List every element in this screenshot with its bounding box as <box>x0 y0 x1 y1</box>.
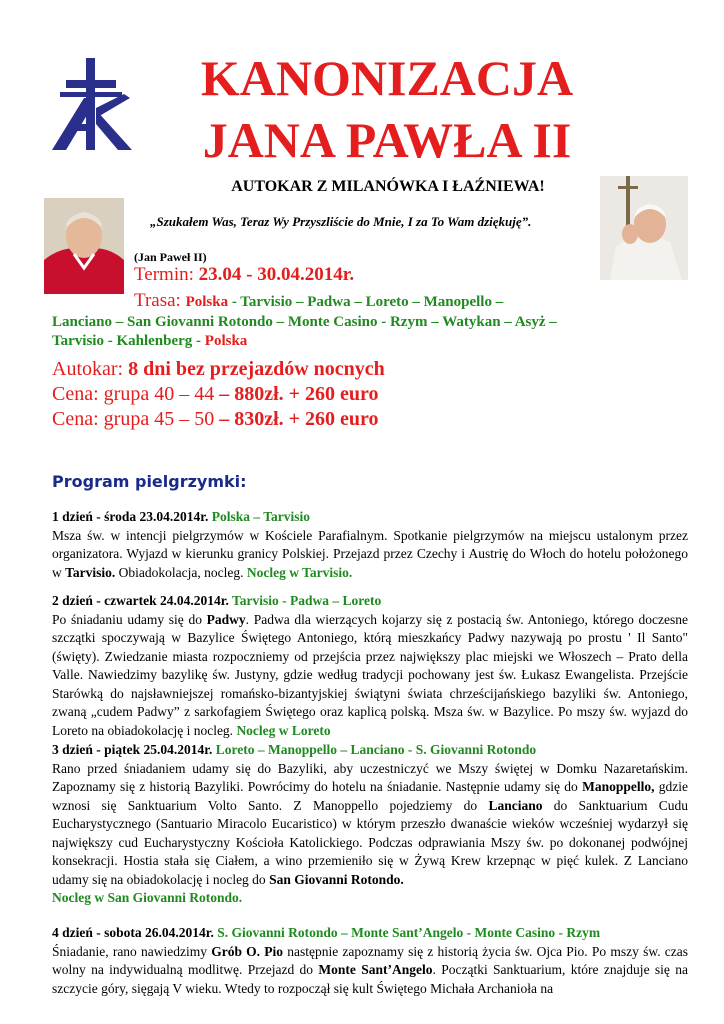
route-stops-1: - Tarvisio – Padwa – Loreto – Manopello – <box>228 294 504 310</box>
termin-label: Termin: <box>134 264 199 285</box>
route-start: Polska <box>185 294 229 310</box>
day-text: następnie zapoznamy się z historią życia św. Ojca Pio. Po mszy św. czas wolny na indywidualną modlitwę. Przejazd do <box>52 943 689 977</box>
day-heading: 1 dzień - środa 23.04.2014r. <box>52 509 212 524</box>
day-night: Nocleg w San Giovanni Rotondo. <box>52 890 243 905</box>
day-text: Msza św. w intencji pielgrzymów w Kościele Parafialnym. Spotkanie pielgrzymów na miejscu ustalonym przez organizatora. Wyjazd w kierunku granicy Polskiej. Przejazd przez Czechy i Austrię do Włoch do hotelu położonego w <box>52 527 688 580</box>
day-route: Tarvisio - Padwa – Loreto <box>231 593 382 608</box>
route-line-2: Lanciano – San Giovanni Rotondo – Monte Casino - Rzym – Watykan – Asyż – <box>52 314 557 330</box>
day-night: Nocleg w Loreto <box>236 722 331 738</box>
trip-dates <box>134 264 354 286</box>
day-heading: 2 dzień - czwartek 24.04.2014r. <box>52 593 232 608</box>
day-section <box>52 924 688 998</box>
route-stops-3: Tarvisio - Kahlenberg - <box>52 333 205 349</box>
day-text-bold: Lanciano <box>488 797 543 813</box>
day-text: gdzie wznosi się Sanktuarium Volto Santo. Z Manoppello pojedziemy do <box>52 779 688 813</box>
page-title-line2: JANA PAWŁA II <box>202 112 572 168</box>
trasa-label: Trasa: <box>134 290 186 311</box>
day-heading: 4 dzień - sobota 26.04.2014r. <box>52 925 218 940</box>
price-value: – 830zł. + 260 euro <box>219 408 379 430</box>
pope-portrait-photo <box>44 198 124 294</box>
pope-quote: „Szukałem Was, Teraz Wy Przyszliście do Mnie, I za To Wam dziękuję”. <box>150 214 532 229</box>
day-text-bold: Monte Sant’Angelo <box>318 962 433 977</box>
price-group: grupa 40 – 44 <box>103 383 220 405</box>
autokar-label: Autokar: <box>52 358 129 380</box>
route-line-1 <box>134 290 503 312</box>
pope-with-crosier-photo <box>600 176 688 280</box>
day-text: do Sanktuarium Cudu Eucharystycznego (Santuario Miracolo Eucaristico) w którym przeszło dwanaście wieków wcześniej wydarzył się największy cud Eucharystyczny Kościoła Katolickiego. Podczas odprawiania Mszy św. po dokonanej podwójnej konsekracji. Hostia stała się Ciałem, a wino przemieniło się w Żywą Krew krzepnąc w pięć kulek. Z Lanciano udamy się na obiadokolację i nocleg do <box>52 797 688 887</box>
day-section <box>52 508 688 582</box>
termin-value: 23.04 - 30.04.2014r. <box>198 264 355 285</box>
quote-author: (Jan Paweł II) <box>134 250 207 264</box>
day-text-bold: Grób O. Pio <box>211 943 284 959</box>
day-night: Nocleg w Tarvisio. <box>246 564 353 580</box>
day-text-bold: Manoppello, <box>582 779 655 794</box>
route-end: Polska <box>204 333 248 349</box>
price-row <box>52 383 379 406</box>
day-route: Loreto – Manoppello – Lanciano - S. Giovanni Rotondo <box>215 742 537 757</box>
price-label: Cena: <box>52 383 104 405</box>
price-value: – 880zł. + 260 euro <box>219 383 379 405</box>
day-text: . Początki Sanktuarium, które znajduje się na szczycie góry, sięgają V wieku. Wtedy to rozpoczął się kult Świętego Michała Archanioła na <box>52 962 688 996</box>
program-heading: Program pielgrzymki: <box>52 472 247 491</box>
bus-info <box>52 358 385 381</box>
day-text: . Padwa dla wierzących kojarzy się z postacią św. Antoniego, którego doczesne szczątki spoczywają w Bazylice Świętego Antoniego, którą mieszkańcy Padwy nazywają po prostu ' Il Santo" (święty). Zwiedzanie miasta rozpoczniemy od przejścia przez największy plac miejski we Włoszech – Prato della Valle. Nawiedzimy bazylikę św. Justyny, gdzie według tradycji pochowany jest św. Łukasz Ewangelista. Przejście Starówką do najsławniejszej romańsko-bizantyjskiej świątyni świata chrześcijańskiego bazyliki św. Antoniego, zwaną „cudem Padwy” z sarkofagiem Świętego oraz kaplicą polską. Msza św. w Bazylice. Po mszy św. wyjazd do Loreto na obiadokolację i nocleg. <box>52 611 688 738</box>
subtitle: AUTOKAR Z MILANÓWKA I ŁAŹNIEWA! <box>231 178 545 195</box>
day-text: Śniadanie, rano nawiedzimy <box>52 943 212 959</box>
route-line-3 <box>52 333 247 350</box>
day-route: Polska – Tarvisio <box>211 509 311 524</box>
page-title-line1: KANONIZACJA <box>200 50 574 106</box>
day-route: S. Giovanni Rotondo – Monte Sant’Angelo - Monte Casino - Rzym <box>217 925 601 940</box>
day-text-bold: Tarvisio. <box>65 564 116 580</box>
autokar-value: 8 dni bez przejazdów nocnych <box>128 358 385 380</box>
day-text-bold: Padwy <box>206 611 246 627</box>
day-text-bold: San Giovanni Rotondo. <box>269 871 404 887</box>
day-section <box>52 592 688 740</box>
price-label: Cena: <box>52 408 104 430</box>
price-row <box>52 408 379 431</box>
day-section <box>52 741 688 908</box>
day-text: Rano przed śniadaniem udamy się do Bazyliki, aby uczestniczyć we Mszy świętej w Domku Nazaretańskim. Zapoznamy się z historią Bazyliki. Powrócimy do hotelu na śniadanie. Następnie udamy się do <box>52 760 688 794</box>
day-text: Po śniadaniu udamy się do <box>52 611 207 627</box>
day-heading: 3 dzień - piątek 25.04.2014r. <box>52 742 216 757</box>
day-text: Obiadokolacja, nocleg. <box>115 564 247 580</box>
price-group: grupa 45 – 50 <box>103 408 220 430</box>
